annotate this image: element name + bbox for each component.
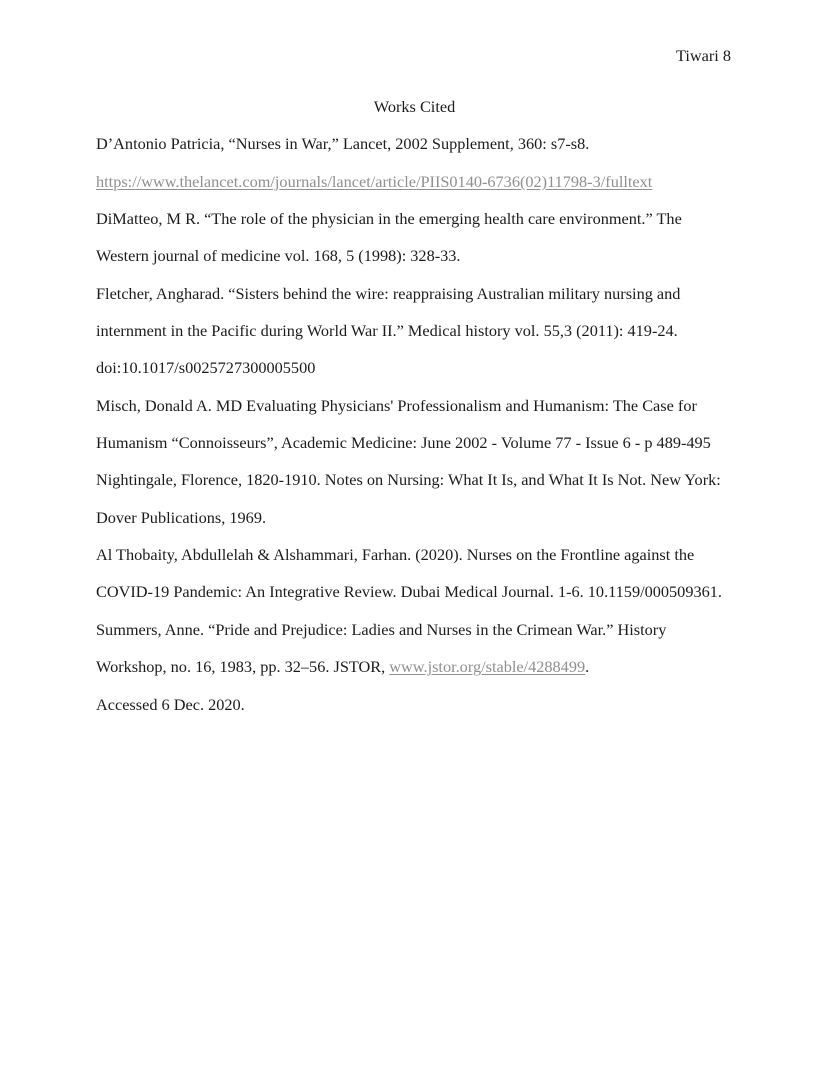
- jstor-url-link[interactable]: www.jstor.org/stable/4288499: [389, 657, 586, 677]
- citation-line: Fletcher, Angharad. “Sisters behind the wire: reappraising Australian military nursing and: [96, 283, 681, 303]
- running-head: [676, 46, 731, 65]
- citation-line: doi:10.1017/s0025727300005500: [96, 358, 316, 378]
- citation-fletcher: [96, 275, 733, 387]
- works-cited-content: [96, 88, 733, 723]
- citation-line-post-text: .: [585, 657, 590, 677]
- citation-line: DiMatteo, M R. “The role of the physician in the emerging health care environment.” The: [96, 209, 682, 229]
- citation-line: [96, 163, 733, 200]
- citation-line: Humanism “Connoisseurs”, Academic Medicine: June 2002 - Volume 77 - Issue 6 - p 489-495: [96, 433, 711, 453]
- citation-line: Nightingale, Florence, 1820-1910. Notes on Nursing: What It Is, and What It Is Not. New York:: [96, 470, 721, 490]
- citation-line: COVID-19 Pandemic: An Integrative Review. Dubai Medical Journal. 1-6. 10.1159/000509361.: [96, 582, 722, 602]
- citation-line: internment in the Pacific during World War II.” Medical history vol. 55,3 (2011): 419-24.: [96, 321, 678, 341]
- citation-althobaity: [96, 536, 733, 611]
- citation-dimatteo: [96, 200, 733, 275]
- lancet-url-link[interactable]: https://www.thelancet.com/journals/lancet/article/PIIS0140-6736(02)11798-3/fulltext: [96, 171, 653, 191]
- citation-line: Misch, Donald A. MD Evaluating Physicians' Professionalism and Humanism: The Case for: [96, 395, 697, 415]
- running-head-text: Tiwari 8: [675, 46, 731, 65]
- citation-nightingale: [96, 461, 733, 536]
- citation-line: Al Thobaity, Abdullelah & Alshammari, Farhan. (2020). Nurses on the Frontline against the: [96, 545, 695, 565]
- citation-line: D’Antonio Patricia, “Nurses in War,” Lancet, 2002 Supplement, 360: s7-s8.: [96, 134, 590, 154]
- citation-dantonio: [96, 125, 733, 200]
- citation-line: Dover Publications, 1969.: [96, 507, 267, 527]
- citation-line: [96, 648, 733, 685]
- citation-line-pre-text: Workshop, no. 16, 1983, pp. 32–56. JSTOR,: [96, 657, 390, 677]
- citation-misch: [96, 387, 733, 462]
- citation-summers: [96, 611, 733, 723]
- citation-line: Accessed 6 Dec. 2020.: [96, 694, 245, 714]
- citation-line: Summers, Anne. “Pride and Prejudice: Ladies and Nurses in the Crimean War.” History: [96, 619, 667, 639]
- page-title: Works Cited: [373, 97, 456, 116]
- citation-line: Western journal of medicine vol. 168, 5 (1998): 328-33.: [96, 246, 461, 266]
